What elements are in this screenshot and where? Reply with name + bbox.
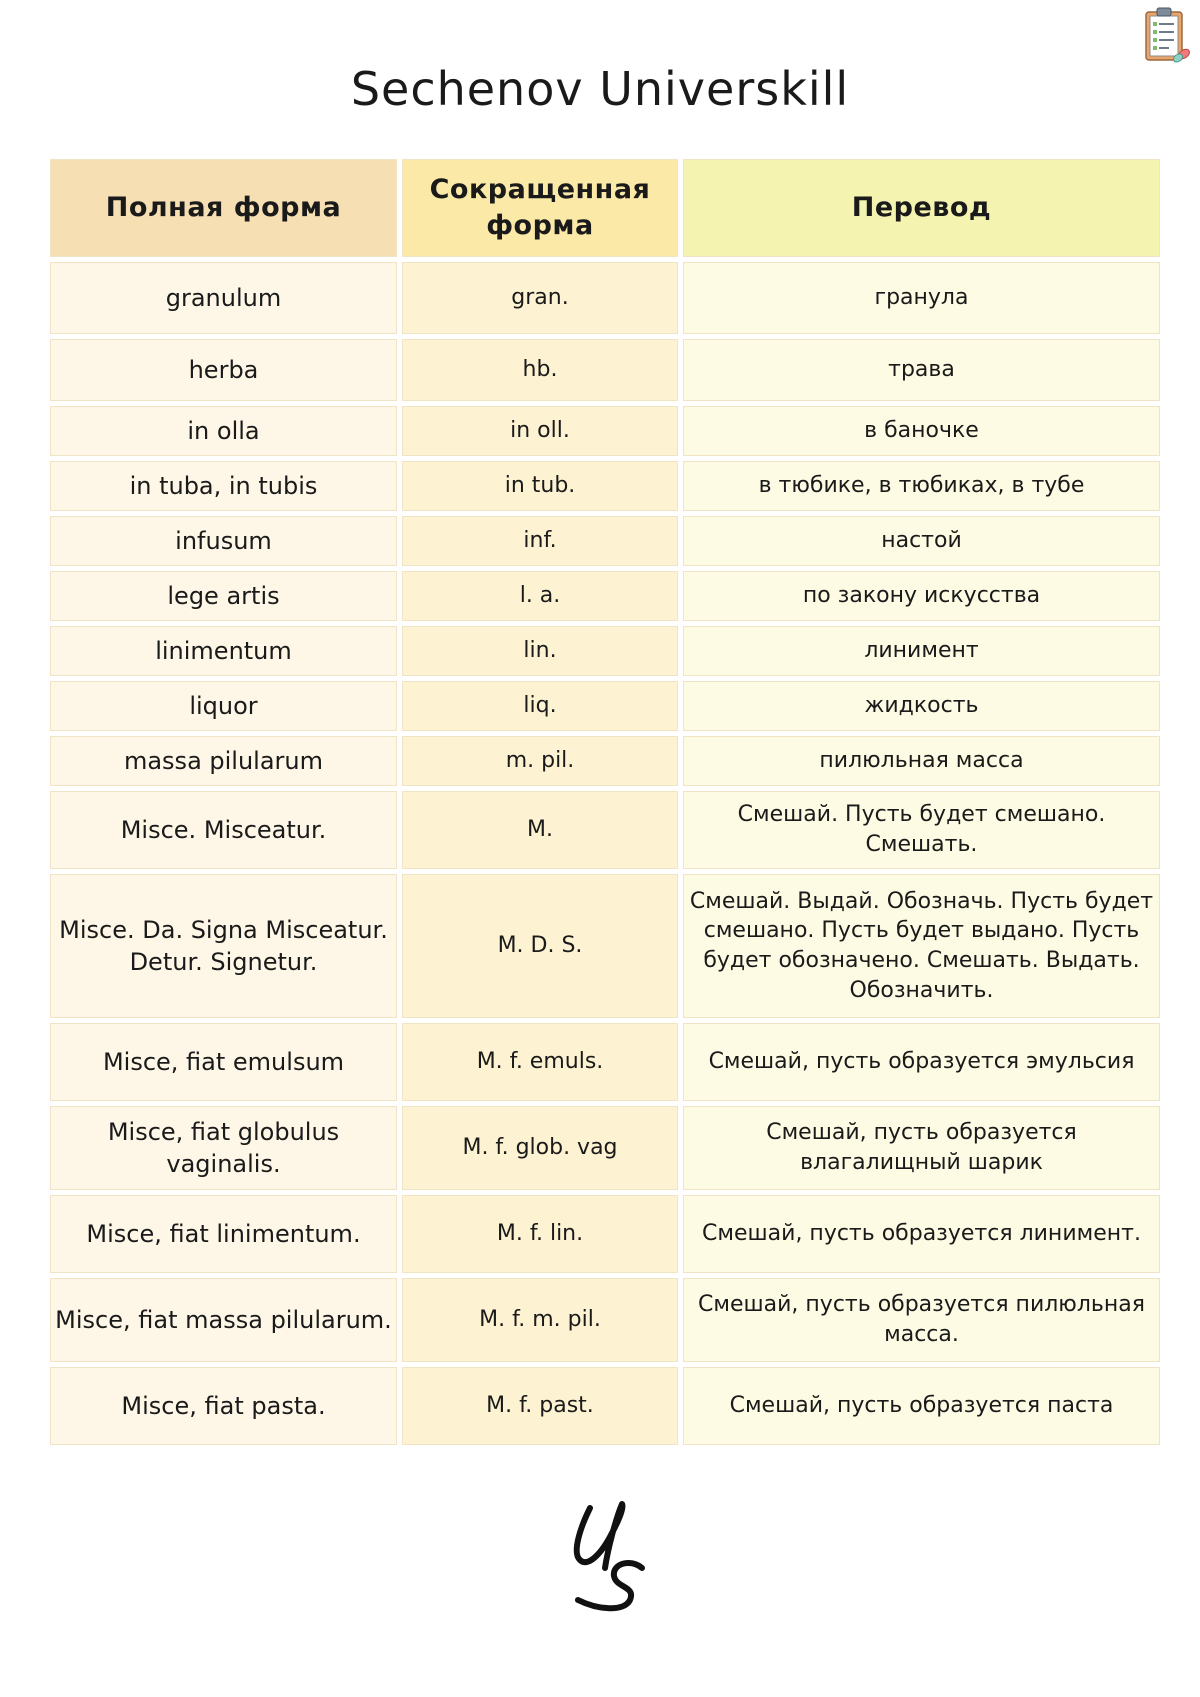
cell-translation: Смешай. Выдай. Обозначь. Пусть будет смешано. Пусть будет выдано. Пусть будет обозначено. Смешать. Выдать. Обозначить. (683, 874, 1160, 1018)
cell-full-form: massa pilularum (50, 736, 397, 786)
universkill-logo (550, 1498, 660, 1618)
cell-full-form: in tuba, in tubis (50, 461, 397, 511)
cell-short-form: M. (402, 791, 678, 869)
header-full-form: Полная форма (50, 159, 397, 257)
clipboard-icon (1140, 4, 1192, 66)
cell-full-form: Misce, fiat massa pilularum. (50, 1278, 397, 1362)
cell-full-form: infusum (50, 516, 397, 566)
table-row (50, 1278, 1160, 1362)
cell-short-form: in tub. (402, 461, 678, 511)
table-row (50, 736, 1160, 786)
cell-full-form: Misce. Misceatur. (50, 791, 397, 869)
cell-translation: жидкость (683, 681, 1160, 731)
cell-short-form: inf. (402, 516, 678, 566)
cell-short-form: M. f. past. (402, 1367, 678, 1445)
header-short-form: Сокращенная форма (402, 159, 678, 257)
page-title: Sechenov Universkill (350, 62, 850, 116)
table-row (50, 339, 1160, 401)
table-row (50, 516, 1160, 566)
cell-translation: трава (683, 339, 1160, 401)
cell-short-form: in oll. (402, 406, 678, 456)
cell-translation: гранула (683, 262, 1160, 334)
cell-translation: по закону искусства (683, 571, 1160, 621)
abbreviation-table (45, 154, 1165, 1450)
table-row (50, 406, 1160, 456)
cell-full-form: in olla (50, 406, 397, 456)
table-row (50, 681, 1160, 731)
cell-short-form: lin. (402, 626, 678, 676)
table-row (50, 1195, 1160, 1273)
cell-translation: Смешай, пусть образуется пилюльная масса. (683, 1278, 1160, 1362)
cell-full-form: lege artis (50, 571, 397, 621)
header-row (50, 159, 1160, 257)
table-row (50, 1023, 1160, 1101)
table-row (50, 461, 1160, 511)
cell-short-form: M. f. glob. vag (402, 1106, 678, 1190)
cell-short-form: M. f. lin. (402, 1195, 678, 1273)
cell-short-form: M. f. emuls. (402, 1023, 678, 1101)
cell-translation: пилюльная масса (683, 736, 1160, 786)
cell-short-form: m. pil. (402, 736, 678, 786)
cell-full-form: liquor (50, 681, 397, 731)
cell-short-form: l. a. (402, 571, 678, 621)
cell-translation: в баночке (683, 406, 1160, 456)
cell-translation: настой (683, 516, 1160, 566)
cell-full-form: Misce, fiat emulsum (50, 1023, 397, 1101)
header-translation: Перевод (683, 159, 1160, 257)
table-row (50, 626, 1160, 676)
cell-short-form: M. D. S. (402, 874, 678, 1018)
cell-short-form: gran. (402, 262, 678, 334)
cell-full-form: linimentum (50, 626, 397, 676)
table-row (50, 1367, 1160, 1445)
cell-translation: линимент (683, 626, 1160, 676)
cell-full-form: herba (50, 339, 397, 401)
table-row (50, 874, 1160, 1018)
cell-translation: Смешай, пусть образуется влагалищный шарик (683, 1106, 1160, 1190)
table-row (50, 262, 1160, 334)
cell-short-form: M. f. m. pil. (402, 1278, 678, 1362)
cell-translation: Смешай, пусть образуется линимент. (683, 1195, 1160, 1273)
cell-translation: Смешай, пусть образуется эмульсия (683, 1023, 1160, 1101)
table-row (50, 791, 1160, 869)
cell-full-form: Misce, fiat pasta. (50, 1367, 397, 1445)
cell-translation: в тюбике, в тюбиках, в тубе (683, 461, 1160, 511)
cell-full-form: Misce. Da. Signa Misceatur. Detur. Signetur. (50, 874, 397, 1018)
cell-full-form: Misce, fiat globulus vaginalis. (50, 1106, 397, 1190)
table-row (50, 1106, 1160, 1190)
cell-full-form: Misce, fiat linimentum. (50, 1195, 397, 1273)
cell-translation: Смешай, пусть образуется паста (683, 1367, 1160, 1445)
cell-short-form: hb. (402, 339, 678, 401)
cell-short-form: liq. (402, 681, 678, 731)
table-row (50, 571, 1160, 621)
cell-translation: Смешай. Пусть будет смешано. Смешать. (683, 791, 1160, 869)
cell-full-form: granulum (50, 262, 397, 334)
